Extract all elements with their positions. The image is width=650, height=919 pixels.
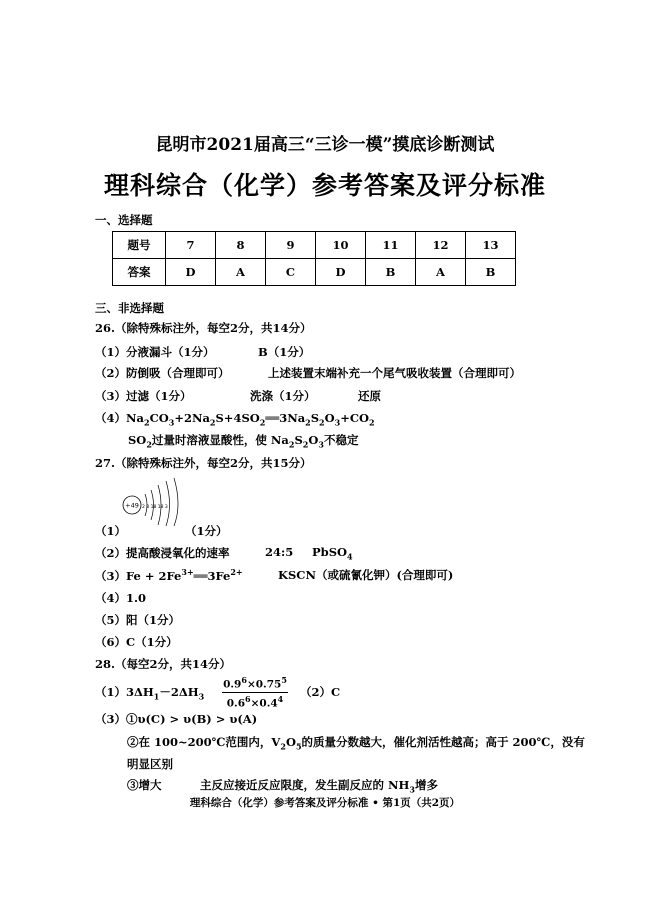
text-part: O (308, 433, 319, 447)
page-footer: 理科综合（化学）参考答案及评分标准 • 第1页（共2页） (189, 797, 461, 809)
q28-line1a (95, 684, 204, 701)
exam-title: 昆明市2021届高三“三诊一模”摸底诊断测试 (155, 135, 495, 155)
table-cell: 12 (416, 232, 466, 259)
formula-sub: 4 (347, 551, 353, 562)
eq-sub: 2 (209, 417, 216, 428)
eq-part: O (324, 411, 335, 425)
text-sub: 2 (288, 439, 295, 450)
eq-part: +CO (340, 411, 370, 425)
text-part: O (285, 735, 296, 749)
table-row (113, 232, 516, 259)
eq-sub: 2 (143, 417, 150, 428)
eq-sup: 2+ (230, 567, 243, 577)
num-sup: 5 (281, 675, 287, 685)
num-sup: 6 (241, 675, 247, 685)
fraction-numerator (222, 675, 288, 693)
formula-sub: 3 (198, 691, 205, 702)
q27-line4: （4）1.0 (95, 591, 147, 605)
formula-part: －2ΔH (159, 685, 199, 699)
q28-line3b2: 明显区别 (127, 757, 173, 771)
table-cell: D (316, 259, 366, 286)
den-part: 0.6 (226, 697, 246, 709)
eq-part: Fe + 2Fe (126, 568, 182, 583)
text-part: SO (128, 433, 147, 447)
eq-sub: 2 (305, 417, 311, 428)
table-cell: B (466, 259, 516, 286)
q27-line1b: （1分） (185, 524, 228, 538)
eq-sup: 3+ (181, 567, 194, 577)
text-part: S (294, 433, 303, 447)
table-cell: C (266, 259, 316, 286)
section-1-heading: 一、选择题 (95, 213, 153, 227)
q27-heading: 27.（除特殊标注外，每空2分，共15分） (95, 456, 312, 470)
den-sup: 6 (245, 693, 251, 704)
q26-line1a: （1）分液漏斗（1分） (95, 345, 215, 359)
q28-heading: 28.（每空2分，共14分） (95, 657, 232, 671)
text-part: 增多 (414, 778, 438, 792)
den-sup: 4 (277, 693, 284, 704)
answer-table (112, 231, 516, 286)
q28-line3: （3）①υ(C) > υ(B) > υ(A) (95, 712, 258, 726)
text-sub: 2 (280, 741, 286, 752)
chemical-equation (126, 411, 375, 428)
nucleus-label: +49 (125, 501, 139, 510)
text-part: 主反应接近反应限度，发生副反应的 NH (200, 778, 410, 792)
table-cell: 10 (316, 232, 366, 259)
q26-line3a: （3）过滤（1分） (95, 389, 192, 403)
q26-line2b: 上述装置末端补充一个尾气吸收装置（合理即可） (268, 366, 521, 380)
q26-heading: 26.（除特殊标注外，每空2分，共14分） (95, 321, 312, 335)
q26-line4-label: （4） (95, 411, 127, 425)
text-part: ②在 100~200℃范围内，V (127, 735, 281, 749)
q28-line3b1 (127, 734, 585, 751)
table-cell: 题号 (113, 232, 166, 259)
table-cell: B (366, 259, 416, 286)
q27-line6: （6）C（1分） (95, 635, 178, 649)
q27-line2b: 24:5 (265, 545, 294, 559)
table-cell: 13 (466, 232, 516, 259)
q27-line2a: （2）提高酸浸氧化的速率 (95, 546, 230, 560)
q26-line4 (95, 410, 375, 427)
text-part: 过量时溶液显酸性，使 Na (151, 433, 289, 447)
eq-part: CO (149, 411, 169, 425)
section-3-heading: 三、非选择题 (95, 301, 164, 315)
eq-sub: 2 (369, 417, 375, 428)
q26-line3b: 洗涤（1分） (250, 389, 316, 403)
page-title: 理科综合（化学）参考答案及评分标准 (103, 171, 546, 200)
formula-sub: 1 (153, 691, 160, 702)
q27-line2c (312, 545, 353, 561)
q26-line1b: B（1分） (258, 345, 311, 359)
table-row (113, 259, 516, 286)
text-sub: 3 (318, 439, 324, 450)
table-cell: A (216, 259, 266, 286)
q26-line2a: （2）防倒吸（合理即可） (95, 366, 230, 380)
text-sub: 3 (409, 784, 415, 795)
text-part: 的质量分数越大，催化剂活性越高；高于 200℃，没有 (301, 735, 585, 749)
eq-part: ══3Na (265, 411, 306, 425)
eq-part: S (310, 411, 320, 425)
eq-sub: 2 (259, 417, 266, 428)
q26-line5 (128, 432, 358, 449)
eq-part: Na (126, 411, 144, 425)
q27-line5: （5）阳（1分） (95, 613, 181, 627)
eq-part: ══3Fe (193, 568, 231, 583)
q27-line1a: （1） (95, 524, 127, 538)
q28-line3c2 (200, 777, 438, 794)
table-cell: 9 (266, 232, 316, 259)
formula-part: PbSO (312, 545, 348, 559)
text-sub: 2 (302, 439, 309, 450)
table-cell: 8 (216, 232, 266, 259)
eq-sub: 2 (319, 417, 325, 428)
table-cell: A (416, 259, 466, 286)
shell-electron-label: 2 8 18 18 3 (142, 505, 168, 510)
formula-part: （1）3ΔH (95, 685, 154, 699)
eq-sub: 3 (168, 417, 175, 428)
q27-line3-label: （3） (95, 568, 127, 583)
q28-line3c1: ③增大 (127, 778, 162, 792)
den-part: ×0.4 (250, 697, 278, 709)
num-part: ×0.75 (246, 678, 282, 691)
q26-line3c: 还原 (358, 389, 381, 403)
text-sub: 2 (146, 439, 152, 450)
table-cell: 11 (366, 232, 416, 259)
equilibrium-constant-fraction (222, 675, 288, 709)
text-sub: 5 (295, 741, 302, 752)
eq-sub: 3 (334, 417, 341, 428)
table-cell: 答案 (113, 259, 166, 286)
table-cell: D (166, 259, 216, 286)
eq-part: S+4SO (215, 411, 260, 425)
fraction-denominator (222, 693, 288, 710)
q27-line3b: KSCN（或硫氰化钾）(合理即可) (278, 568, 454, 582)
q27-line3a (95, 567, 243, 584)
eq-part: +2Na (174, 411, 210, 425)
table-cell: 7 (166, 232, 216, 259)
atomic-structure-diagram (120, 476, 188, 526)
q28-line1b: （2）C (300, 685, 341, 699)
num-part: 0.9 (223, 678, 242, 691)
text-part: 不稳定 (323, 433, 359, 447)
